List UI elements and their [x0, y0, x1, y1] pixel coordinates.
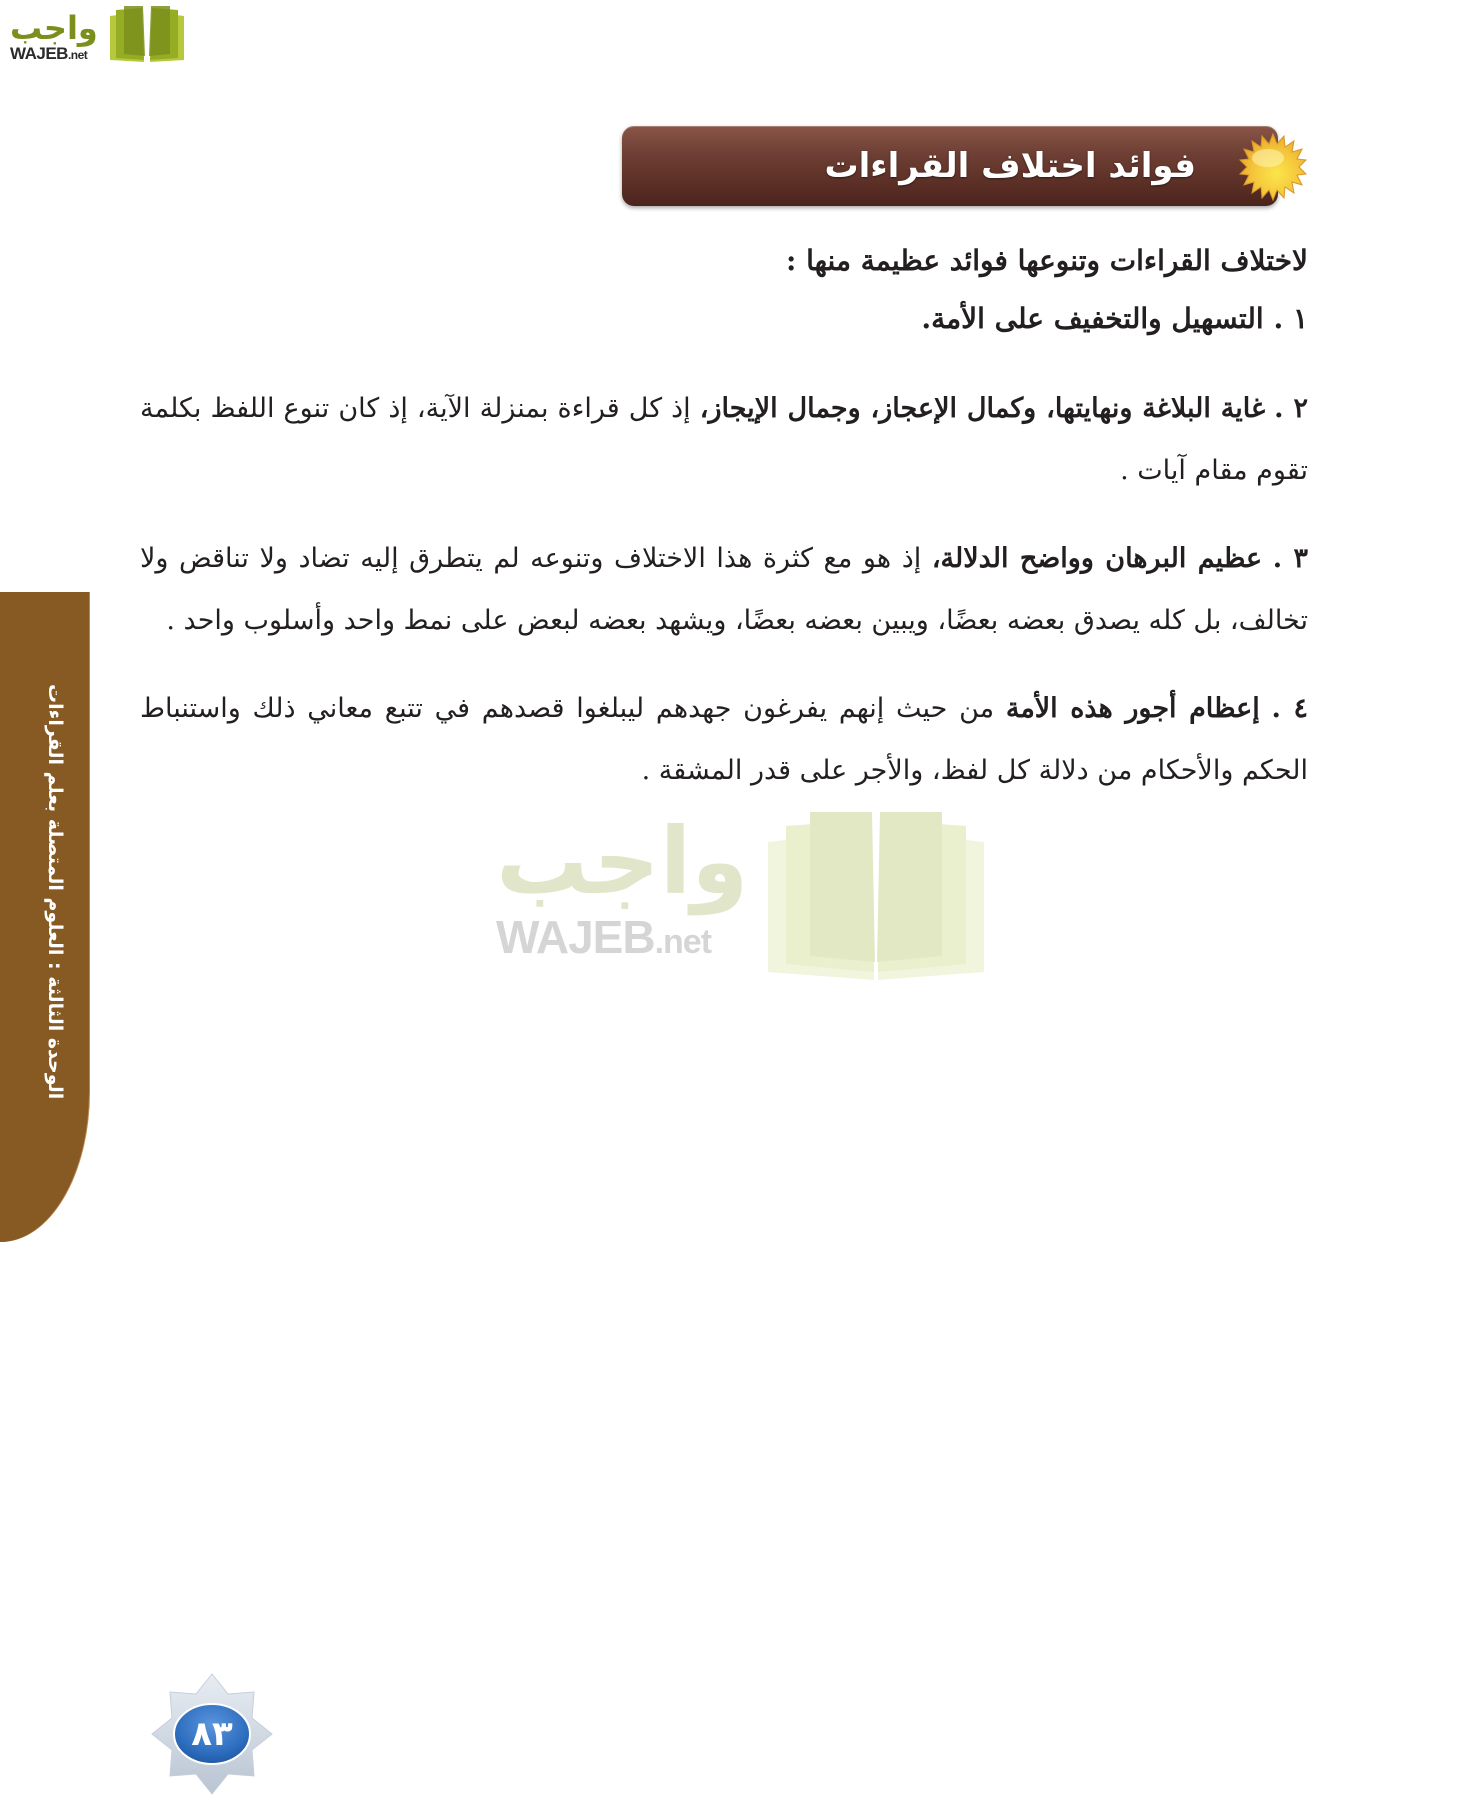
section-title-banner — [622, 126, 1278, 206]
item-number: ١ . — [1273, 302, 1308, 335]
item-lead: غاية البلاغة ونهايتها، وكمال الإعجاز، وجمال الإيجاز، — [699, 393, 1266, 424]
list-item — [140, 290, 1308, 348]
brand-text — [10, 8, 98, 63]
chapter-side-tab — [0, 592, 89, 1242]
item-number: ٢ . — [1274, 393, 1308, 424]
content-body — [140, 232, 1308, 802]
brand-name-arabic: واجب — [10, 8, 98, 47]
watermark — [496, 808, 996, 992]
item-text: من حيث إنهم يفرغون جهدهم ليبلغوا قصدهم في تتبع معاني ذلك واستنباط الحكم والأحكام من دلالة كل لفظ، والأجر على قدر المشقة . — [140, 693, 1308, 786]
list-item — [140, 678, 1308, 802]
page-number: ٨٣ — [191, 1714, 233, 1754]
item-number: ٤ . — [1271, 693, 1308, 724]
watermark-book-icon — [764, 812, 988, 982]
intro-text: لاختلاف القراءات وتنوعها فوائد عظيمة منها : — [786, 244, 1308, 277]
section-title: فوائد اختلاف القراءات — [824, 146, 1196, 186]
watermark-name-english: WAJEB.net — [496, 911, 712, 963]
item-text: إذ كل قراءة بمنزلة الآية، إذ كان تنوع اللفظ بكلمة تقوم مقام آيات . — [140, 393, 1308, 486]
item-lead: إعظام أجور هذه الأمة — [1005, 693, 1260, 724]
open-book-icon — [106, 6, 188, 66]
item-text: إذ هو مع كثرة هذا الاختلاف وتنوعه لم يتطرق إليه تضاد ولا تناقض ولا تخالف، بل كله يصدق بعضه بعضًا، ويبين بعضه بعضًا، ويشهد بعضه لبعض على نمط واحد وأسلوب واحد . — [140, 543, 1308, 636]
item-lead: عظيم البرهان وواضح الدلالة، — [931, 543, 1263, 574]
watermark-name-arabic: واجب — [496, 808, 749, 915]
list-item — [140, 528, 1308, 652]
chapter-label: الوحدة الثالثة : العلوم المتصلة بعلم القراءات — [44, 684, 66, 1100]
item-lead: التسهيل والتخفيف على الأمة. — [921, 302, 1264, 335]
brand-name-english: WAJEB.net — [10, 43, 88, 63]
list-item — [140, 378, 1308, 502]
item-number: ٣ . — [1272, 543, 1308, 574]
brand-logo[interactable] — [10, 4, 190, 68]
watermark-text — [496, 808, 749, 992]
page-number-badge — [150, 1672, 274, 1796]
starburst-icon — [1238, 132, 1308, 202]
